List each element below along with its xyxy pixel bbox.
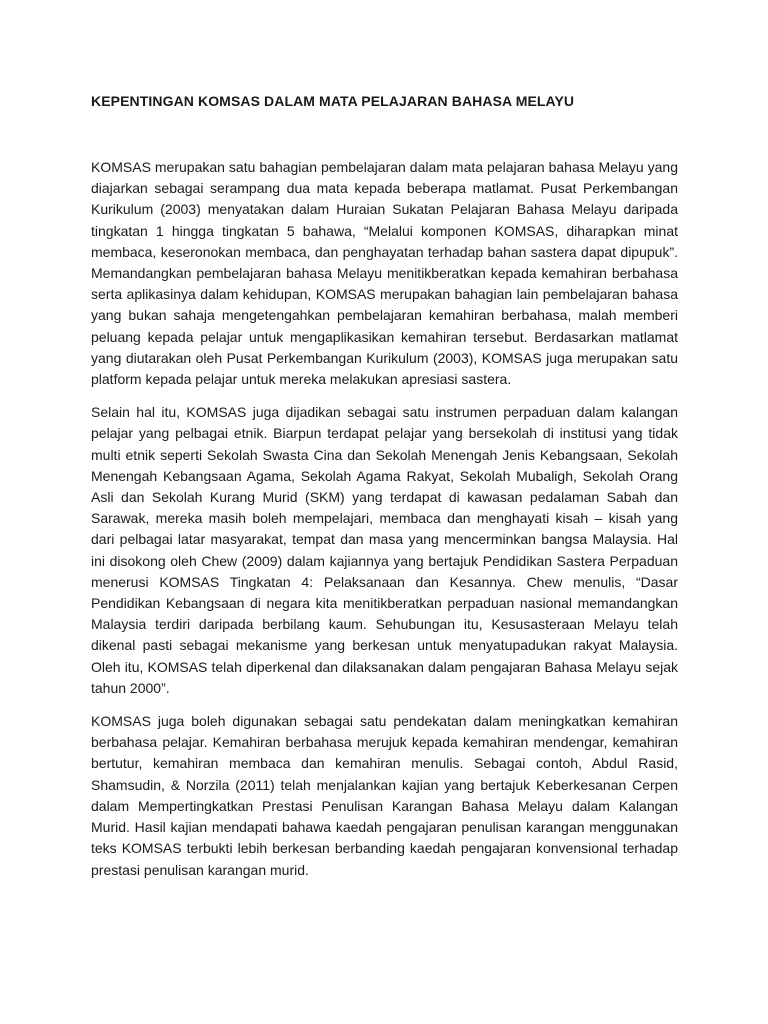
document-title: KEPENTINGAN KOMSAS DALAM MATA PELAJARAN BAHASA MELAYU — [91, 93, 575, 109]
paragraph-2: Selain hal itu, KOMSAS juga dijadikan sebagai satu instrumen perpaduan dalam kalangan pelajar yang pelbagai etnik. Biarpun terdapat pelajar yang bersekolah di institusi yang tidak multi etnik seperti Sekolah Swasta Cina dan Sekolah Menengah Jenis Kebangsaan, Sekolah Menengah Kebangsaan Agama, Sekolah Agama Rakyat, Sekolah Mubaligh, Sekolah Orang Asli dan Sekolah Kurang Murid (SKM) yang terdapat di kawasan pedalaman Sabah dan Sarawak, mereka masih boleh mempelajari, membaca dan menghayati kisah – kisah yang dari pelbagai latar masyarakat, tempat dan masa yang mencerminkan bangsa Malaysia. Hal ini disokong oleh Chew (2009) dalam kajiannya yang bertajuk Pendidikan Sastera Perpaduan menerusi KOMSAS Tingkatan 4: Pelaksanaan dan Kesannya. Chew menulis, “Dasar Pendidikan Kebangsaan di negara kita menitikberatkan perpaduan nasional memandangkan Malaysia terdiri daripada berbilang kaum. Sehubungan itu, Kesusasteraan Melayu telah dikenal pasti sebagai mekanisme yang berkesan untuk menyatupadukan rakyat Malaysia. Oleh itu, KOMSAS telah diperkenal dan dilaksanakan dalam pengajaran Bahasa Melayu sejak tahun 2000”. — [91, 404, 678, 696]
document-body — [91, 92, 678, 893]
paragraph-3: KOMSAS juga boleh digunakan sebagai satu pendekatan dalam meningkatkan kemahiran berbahasa pelajar. Kemahiran berbahasa merujuk kepada kemahiran mendengar, kemahiran bertutur, kemahiran membaca dan kemahiran menulis. Sebagai contoh, Abdul Rasid, Shamsudin, & Norzila (2011) telah menjalankan kajian yang bertajuk Keberkesanan Cerpen dalam Mempertingkatkan Prestasi Penulisan Karangan Bahasa Melayu dalam Kalangan Murid. Hasil kajian mendapati bahawa kaedah pengajaran penulisan karangan menggunakan teks KOMSAS terbukti lebih berkesan berbanding kaedah pengajaran konvensional terhadap prestasi penulisan karangan murid. — [91, 713, 678, 878]
paragraph-1: KOMSAS merupakan satu bahagian pembelajaran dalam mata pelajaran bahasa Melayu yang diajarkan sebagai serampang dua mata kepada beberapa matlamat. Pusat Perkembangan Kurikulum (2003) menyatakan dalam Huraian Sukatan Pelajaran Bahasa Melayu daripada tingkatan 1 hingga tingkatan 5 bahawa, “Melalui komponen KOMSAS, diharapkan minat membaca, keseronokan membaca, dan penghayatan terhadap bahan sastera dapat dipupuk”. Memandangkan pembelajaran bahasa Melayu menitikberatkan kepada kemahiran berbahasa serta aplikasinya dalam kehidupan, KOMSAS merupakan bahagian lain pembelajaran bahasa yang bukan sahaja mengetengahkan pembelajaran kemahiran berbahasa, malah memberi peluang kepada pelajar untuk mengaplikasikan kemahiran tersebut. Berdasarkan matlamat yang diutarakan oleh Pusat Perkembangan Kurikulum (2003), KOMSAS juga merupakan satu platform kepada pelajar untuk mereka melakukan apresiasi sastera. — [91, 159, 678, 388]
